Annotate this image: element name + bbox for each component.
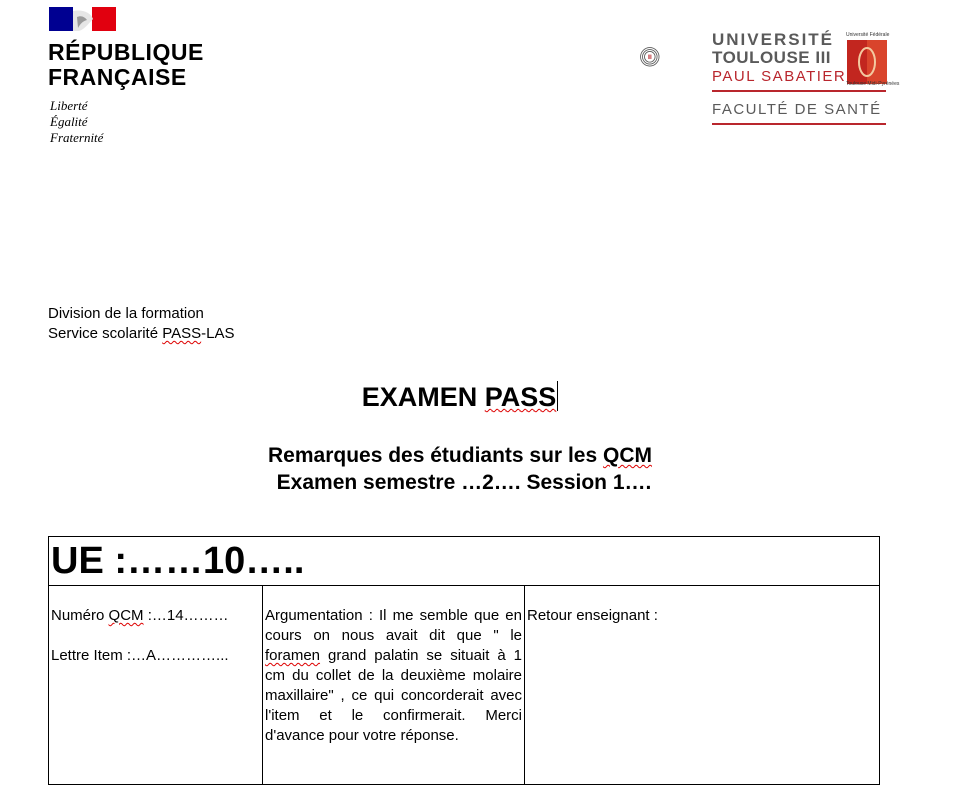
devise xyxy=(50,98,103,146)
numero-qcm: Numéro QCM :…14……… xyxy=(51,607,229,624)
argumentation-cell[interactable]: Argumentation : Il me semble que en cours on nous avait dit que " le foramen grand palatin se situait à 1 cm du collet de la deuxième molaire maxillaire" , ce qui concorderait avec l'item et le confirmerait. Merci d'avance pour votre réponse. xyxy=(263,586,525,785)
devise-liberte: Liberté xyxy=(50,98,88,113)
republique-francaise-title: RÉPUBLIQUE FRANÇAISE xyxy=(48,39,204,90)
federal-caption-2: Toulouse Midi-Pyrénées xyxy=(846,81,900,87)
federal-caption: Université Fédérale xyxy=(846,32,890,38)
marianne-logo-icon xyxy=(49,7,116,31)
service-line: Service scolarité PASS-LAS xyxy=(48,325,235,342)
faculty-name: FACULTÉ DE SANTÉ xyxy=(712,101,882,118)
ue-cell[interactable]: UE :……10….. xyxy=(49,537,880,586)
lettre-item: Lettre Item :…A…………... xyxy=(51,647,229,664)
ut3-name: UNIVERSITÉ TOULOUSE III xyxy=(712,30,835,67)
ut3-seal-icon xyxy=(640,26,710,96)
ut3-underline xyxy=(712,123,886,125)
subtitle-line2: Examen semestre …2…. Session 1…. xyxy=(276,471,652,494)
subtitle-line1: Remarques des étudiants sur les QCM xyxy=(268,444,652,467)
devise-egalite: Égalité xyxy=(50,114,88,129)
exam-remarks-table xyxy=(48,536,880,785)
ut3-divider xyxy=(712,90,886,92)
text-cursor xyxy=(557,381,558,411)
retour-enseignant-cell[interactable]: Retour enseignant : xyxy=(525,586,880,785)
ut3-paul-sabatier: PAUL SABATIER xyxy=(712,68,847,85)
exam-title[interactable]: EXAMEN PASS xyxy=(361,382,557,412)
federal-university-logo-icon xyxy=(845,32,889,88)
sender-block xyxy=(48,304,234,344)
division-line: Division de la formation xyxy=(48,305,204,322)
devise-fraternite: Fraternité xyxy=(50,130,104,145)
qcm-info-cell[interactable] xyxy=(49,586,263,785)
